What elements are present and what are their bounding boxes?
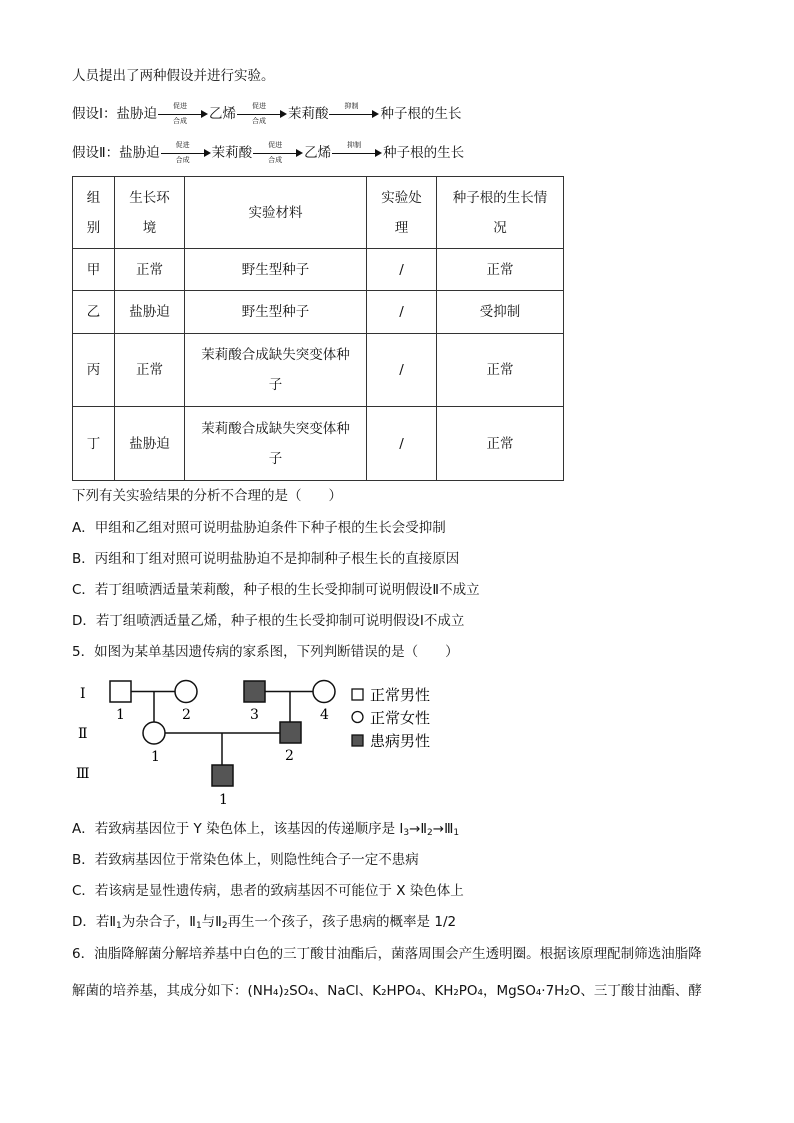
gen-label-I: Ⅰ	[80, 686, 86, 702]
cell-group: 丙	[73, 334, 115, 407]
I4-label: 4	[320, 707, 329, 723]
legend-affected-male: 患病男性	[370, 732, 431, 750]
cell-material: 野生型种子	[185, 291, 367, 334]
legend-male-square-icon	[352, 689, 363, 700]
cell-result: 受抑制	[437, 291, 564, 334]
cell-result: 正常	[437, 407, 564, 481]
cell-group: 乙	[73, 291, 115, 334]
cell-env: 正常	[115, 249, 185, 291]
I3-affected-male	[244, 681, 265, 702]
table-row	[73, 249, 564, 291]
cell-treatment: /	[367, 249, 437, 291]
h1-step-1: 盐胁迫	[116, 106, 157, 122]
cell-material: 茉莉酸合成缺失突变体种 子	[185, 407, 367, 481]
header-material: 实验材料	[185, 177, 367, 249]
h1-step-2: 乙烯	[208, 106, 236, 122]
q4-option-b: B．丙组和丁组对照可说明盐胁迫不是抑制种子根生长的直接原因	[72, 551, 460, 567]
h2-step-4: 种子根的生长	[383, 145, 465, 161]
legend-normal-male: 正常男性	[370, 686, 431, 704]
q5-option-b: B．若致病基因位于常染色体上，则隐性纯合子一定不患病	[72, 852, 419, 868]
table-row	[73, 291, 564, 334]
h1-arrow-2: 促进 合成	[237, 105, 287, 123]
table-header-row	[73, 177, 564, 249]
cell-env: 盐胁迫	[115, 291, 185, 334]
q6-line-1: 6．油脂降解菌分解培养基中白色的三丁酸甘油酯后，菌落周围会产生透明圈。根据该原理配制筛选油脂降	[72, 946, 702, 962]
cell-group: 丁	[73, 407, 115, 481]
h1-step-4: 种子根的生长	[380, 106, 462, 122]
pedigree-chart	[72, 672, 472, 812]
cell-result: 正常	[437, 249, 564, 291]
cell-treatment: /	[367, 334, 437, 407]
I1-label: 1	[116, 707, 125, 723]
II2-affected-male	[280, 722, 301, 743]
q4-option-c: C．若丁组喷洒适量茉莉酸，种子根的生长受抑制可说明假设Ⅱ不成立	[72, 582, 480, 598]
q6-line-2: 解菌的培养基，其成分如下：(NH₄)₂SO₄、NaCl、K₂HPO₄、KH₂PO₄，MgSO₄·7H₂O、三丁酸甘油酯、酵	[72, 983, 702, 999]
legend-female-circle-icon	[352, 712, 363, 723]
q4-stem: 下列有关实验结果的分析不合理的是（ ）	[72, 488, 342, 504]
h2-step-1: 盐胁迫	[119, 145, 160, 161]
I4-normal-female	[313, 681, 335, 703]
III1-affected-male	[212, 765, 233, 786]
q5-stem: 5．如图为某单基因遗传病的家系图，下列判断错误的是（ ）	[72, 644, 459, 660]
hypothesis-2	[72, 143, 464, 163]
h1-arrow-1: 促进 合成	[158, 105, 208, 123]
h1-arrow-3: 抑制	[329, 105, 379, 123]
cell-treatment: /	[367, 407, 437, 481]
hypothesis-2-label: 假设Ⅱ：	[72, 145, 120, 161]
cell-material: 野生型种子	[185, 249, 367, 291]
III1-label: 1	[219, 792, 228, 808]
II1-normal-female	[143, 722, 165, 744]
header-group: 组 别	[73, 177, 115, 249]
q5-option-a: A．若致病基因位于 Y 染色体上，该基因的传递顺序是 $I_3\to Ⅱ_2\to Ⅲ_1$	[72, 821, 460, 838]
h2-arrow-2: 促进 合成	[253, 144, 303, 162]
cell-env: 正常	[115, 334, 185, 407]
cell-result: 正常	[437, 334, 564, 407]
hypothesis-1	[72, 104, 461, 124]
table-row	[73, 334, 564, 407]
II2-label: 2	[285, 748, 294, 764]
cell-env: 盐胁迫	[115, 407, 185, 481]
hypothesis-1-label: 假设Ⅰ：	[72, 106, 117, 122]
h1-step-3: 茉莉酸	[287, 106, 329, 122]
q4-option-a: A．甲组和乙组对照可说明盐胁迫条件下种子根的生长会受抑制	[72, 520, 446, 536]
cell-treatment: /	[367, 291, 437, 334]
experiment-table	[72, 176, 564, 481]
h2-step-3: 乙烯	[304, 145, 332, 161]
intro-text: 人员提出了两种假设并进行实验。	[72, 68, 275, 84]
table-row	[73, 407, 564, 481]
I1-normal-male	[110, 681, 131, 702]
legend-affected-square-icon	[352, 735, 363, 746]
q5-option-c: C．若该病是显性遗传病，患者的致病基因不可能位于 X 染色体上	[72, 883, 464, 899]
cell-material: 茉莉酸合成缺失突变体种 子	[185, 334, 367, 407]
gen-label-III: Ⅲ	[76, 766, 90, 782]
I3-label: 3	[250, 707, 259, 723]
h2-arrow-3: 抑制	[332, 144, 382, 162]
header-result: 种子根的生长情 况	[437, 177, 564, 249]
header-env: 生长环 境	[115, 177, 185, 249]
gen-label-II: Ⅱ	[78, 726, 88, 742]
header-treatment: 实验处 理	[367, 177, 437, 249]
I2-label: 2	[182, 707, 191, 723]
legend-normal-female: 正常女性	[370, 709, 431, 727]
II1-label: 1	[151, 749, 160, 765]
cell-group: 甲	[73, 249, 115, 291]
h2-arrow-1: 促进 合成	[161, 144, 211, 162]
q4-option-d: D．若丁组喷洒适量乙烯，种子根的生长受抑制可说明假设Ⅰ不成立	[72, 613, 465, 629]
I2-normal-female	[175, 681, 197, 703]
h2-step-2: 茉莉酸	[211, 145, 253, 161]
q5-option-d: D．若$Ⅱ_1$为杂合子，$Ⅱ_1$与$Ⅱ_2$再生一个孩子，孩子患病的概率是 1/2	[72, 914, 457, 931]
